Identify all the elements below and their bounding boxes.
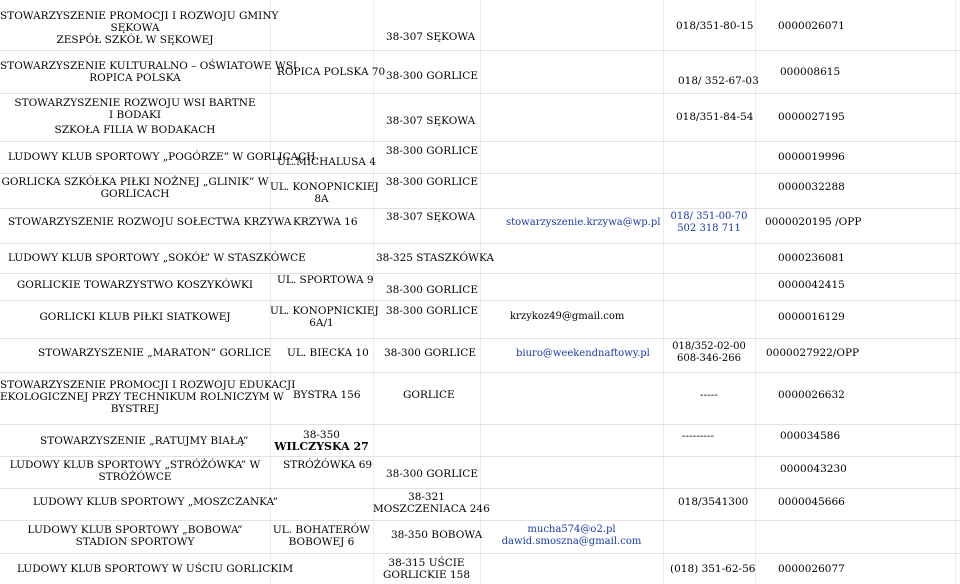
registry-number: 0000027922/OPP <box>766 347 860 359</box>
street-address: UL.MICHALUSA 4 <box>277 156 376 168</box>
phone-number: 018/352-02-00 608-346-266 <box>672 341 746 364</box>
street-address: KRZYWA 16 <box>293 216 358 228</box>
postal-address: GORLICE <box>403 389 455 401</box>
organization-name: GORLICKI KLUB PIŁKI SIATKOWEJ <box>39 311 231 323</box>
registry-number: 0000042415 <box>778 279 845 291</box>
organization-name: LUDOWY KLUB SPORTOWY „BOBOWA” STADION SPORTOWY <box>27 524 243 548</box>
table-row <box>0 273 960 301</box>
registry-number: 0000020195 /OPP <box>765 216 862 228</box>
postal-address: 38-307 SĘKOWA <box>386 211 476 223</box>
postal-address: 38-300 GORLICE <box>386 70 479 82</box>
postal-address: 38-300 GORLICE <box>384 347 477 359</box>
street-address: ROPICA POLSKA 70 <box>277 66 386 78</box>
phone-number: 018/351-84-54 <box>676 111 754 123</box>
registry-number: 0000019996 <box>778 151 845 163</box>
street-address: UL. SPORTOWA 9 <box>277 274 374 286</box>
registry-number: 0000026071 <box>778 20 845 32</box>
postal-address: 38-350 WILCZYSKA 27 <box>274 429 369 453</box>
table-row <box>0 208 960 244</box>
registry-number: 0000027195 <box>778 111 845 123</box>
registry-number: 0000043230 <box>780 463 847 475</box>
postal-address: 38-300 GORLICE <box>386 305 479 317</box>
registry-number: 000008615 <box>780 66 841 78</box>
street-address: UL. KONOPNICKIEJ 6A/1 <box>270 305 379 329</box>
postal-address: 38-325 STASZKÓWKA <box>376 252 494 264</box>
organization-name: LUDOWY KLUB SPORTOWY „POGÓRZE” W GORLICACH <box>8 151 316 163</box>
postal-address: 38-350 BOBOWA <box>391 529 483 541</box>
organization-name: LUDOWY KLUB SPORTOWY „STRÓŻÓWKA” W STRÓŻÓWCE <box>9 459 261 483</box>
table-row <box>0 520 960 554</box>
organization-name: LUDOWY KLUB SPORTOWY „MOSZCZANKA” <box>33 496 278 508</box>
organization-name: STOWARZYSZENIE KULTURALNO – OŚWIATOWE WSI ROPICA POLSKA <box>0 60 298 84</box>
table-row <box>0 338 960 373</box>
phone-number: (018) 351-62-56 <box>670 563 756 575</box>
registry-number: 0000032288 <box>778 181 845 193</box>
table-row <box>0 50 960 94</box>
organization-name: GORLICKA SZKÓŁKA PIŁKI NOŻNEJ „GLINIK” W GORLICACH <box>1 176 269 200</box>
phone-number: 018/3541300 <box>678 496 749 508</box>
table-row <box>0 424 960 457</box>
street-address: STRÓŻÓWKA 69 <box>283 459 373 471</box>
table-row <box>0 93 960 142</box>
organization-name: STOWARZYSZENIE „RATUJMY BIAŁĄ” <box>40 435 249 447</box>
email-links[interactable]: mucha574@o2.pl dawid.smoszna@gmail.com <box>501 524 642 547</box>
table-row <box>0 243 960 274</box>
email-address: krzykoz49@gmail.com <box>510 311 625 322</box>
postal-address: 38-315 UŚCIE GORLICKIE 158 <box>382 557 471 581</box>
street-address: BYSTRA 156 <box>293 389 361 401</box>
postal-address: 38-300 GORLICE <box>386 468 479 480</box>
organization-name: STOWARZYSZENIE ROZWOJU WSI BARTNE I BODAKI SZKOŁA FILIA W BODAKACH <box>14 97 256 136</box>
registry-number: 0000045666 <box>778 496 845 508</box>
street-address: UL. BIECKA 10 <box>287 347 369 359</box>
organization-name: GORLICKIE TOWARZYSTWO KOSZYKÓWKI <box>16 279 254 291</box>
table-row <box>0 372 960 425</box>
street-address: UL. KONOPNICKIEJ 8A <box>270 181 379 205</box>
organization-name: STOWARZYSZENIE PROMOCJI I ROZWOJU GMINY SĘKOWA ZESPÓŁ SZKÓŁ W SĘKOWEJ <box>0 10 279 46</box>
table-row <box>0 300 960 339</box>
phone-number: 018/ 352-67-03 <box>678 75 759 87</box>
postal-address: 38-300 GORLICE <box>386 176 479 188</box>
organization-name: LUDOWY KLUB SPORTOWY W UŚCIU GORLICKIM <box>17 563 294 575</box>
registry-number: 0000236081 <box>778 252 845 264</box>
phone-number: ----- <box>700 389 718 401</box>
organization-name: STOWARZYSZENIE „MARATON” GORLICE <box>38 347 272 359</box>
table-row <box>0 488 960 521</box>
phone-number: 018/ 351-00-70 502 318 711 <box>670 211 748 234</box>
postal-address: 38-307 SĘKOWA <box>386 31 476 43</box>
registry-number: 000034586 <box>780 430 841 442</box>
postal-address: 38-300 GORLICE <box>386 145 479 157</box>
postal-address: 38-321 MOSZCZENIACA 246 <box>373 491 490 515</box>
table-row <box>0 173 960 209</box>
phone-number: --------- <box>682 430 714 442</box>
table-row <box>0 456 960 489</box>
registry-number: 0000026077 <box>778 563 845 575</box>
organization-name: STOWARZYSZENIE PROMOCJI I ROZWOJU EDUKACJI EKOLOGICZNEJ PRZY TECHNIKUM ROLNICZYM W BYSTREJ <box>0 379 296 415</box>
table-row <box>0 553 960 584</box>
table-row <box>0 141 960 174</box>
phone-number: 018/351-80-15 <box>676 20 754 32</box>
organization-name: STOWARZYSZENIE ROZWOJU SOŁECTWA KRZYWA <box>8 216 292 228</box>
table-row <box>0 0 960 51</box>
postal-address: 38-300 GORLICE <box>386 284 479 296</box>
registry-number: 0000026632 <box>778 389 845 401</box>
street-address: UL. BOHATERÓW BOBOWEJ 6 <box>272 524 371 548</box>
postal-address: 38-307 SĘKOWA <box>386 115 476 127</box>
registry-number: 0000016129 <box>778 311 845 323</box>
email-link[interactable]: biuro@weekendnaftowy.pl <box>516 348 650 359</box>
organization-name: LUDOWY KLUB SPORTOWY „SOKÓŁ” W STASZKÓWCE <box>8 252 306 264</box>
email-link[interactable]: stowarzyszenie.krzywa@wp.pl <box>506 217 661 228</box>
